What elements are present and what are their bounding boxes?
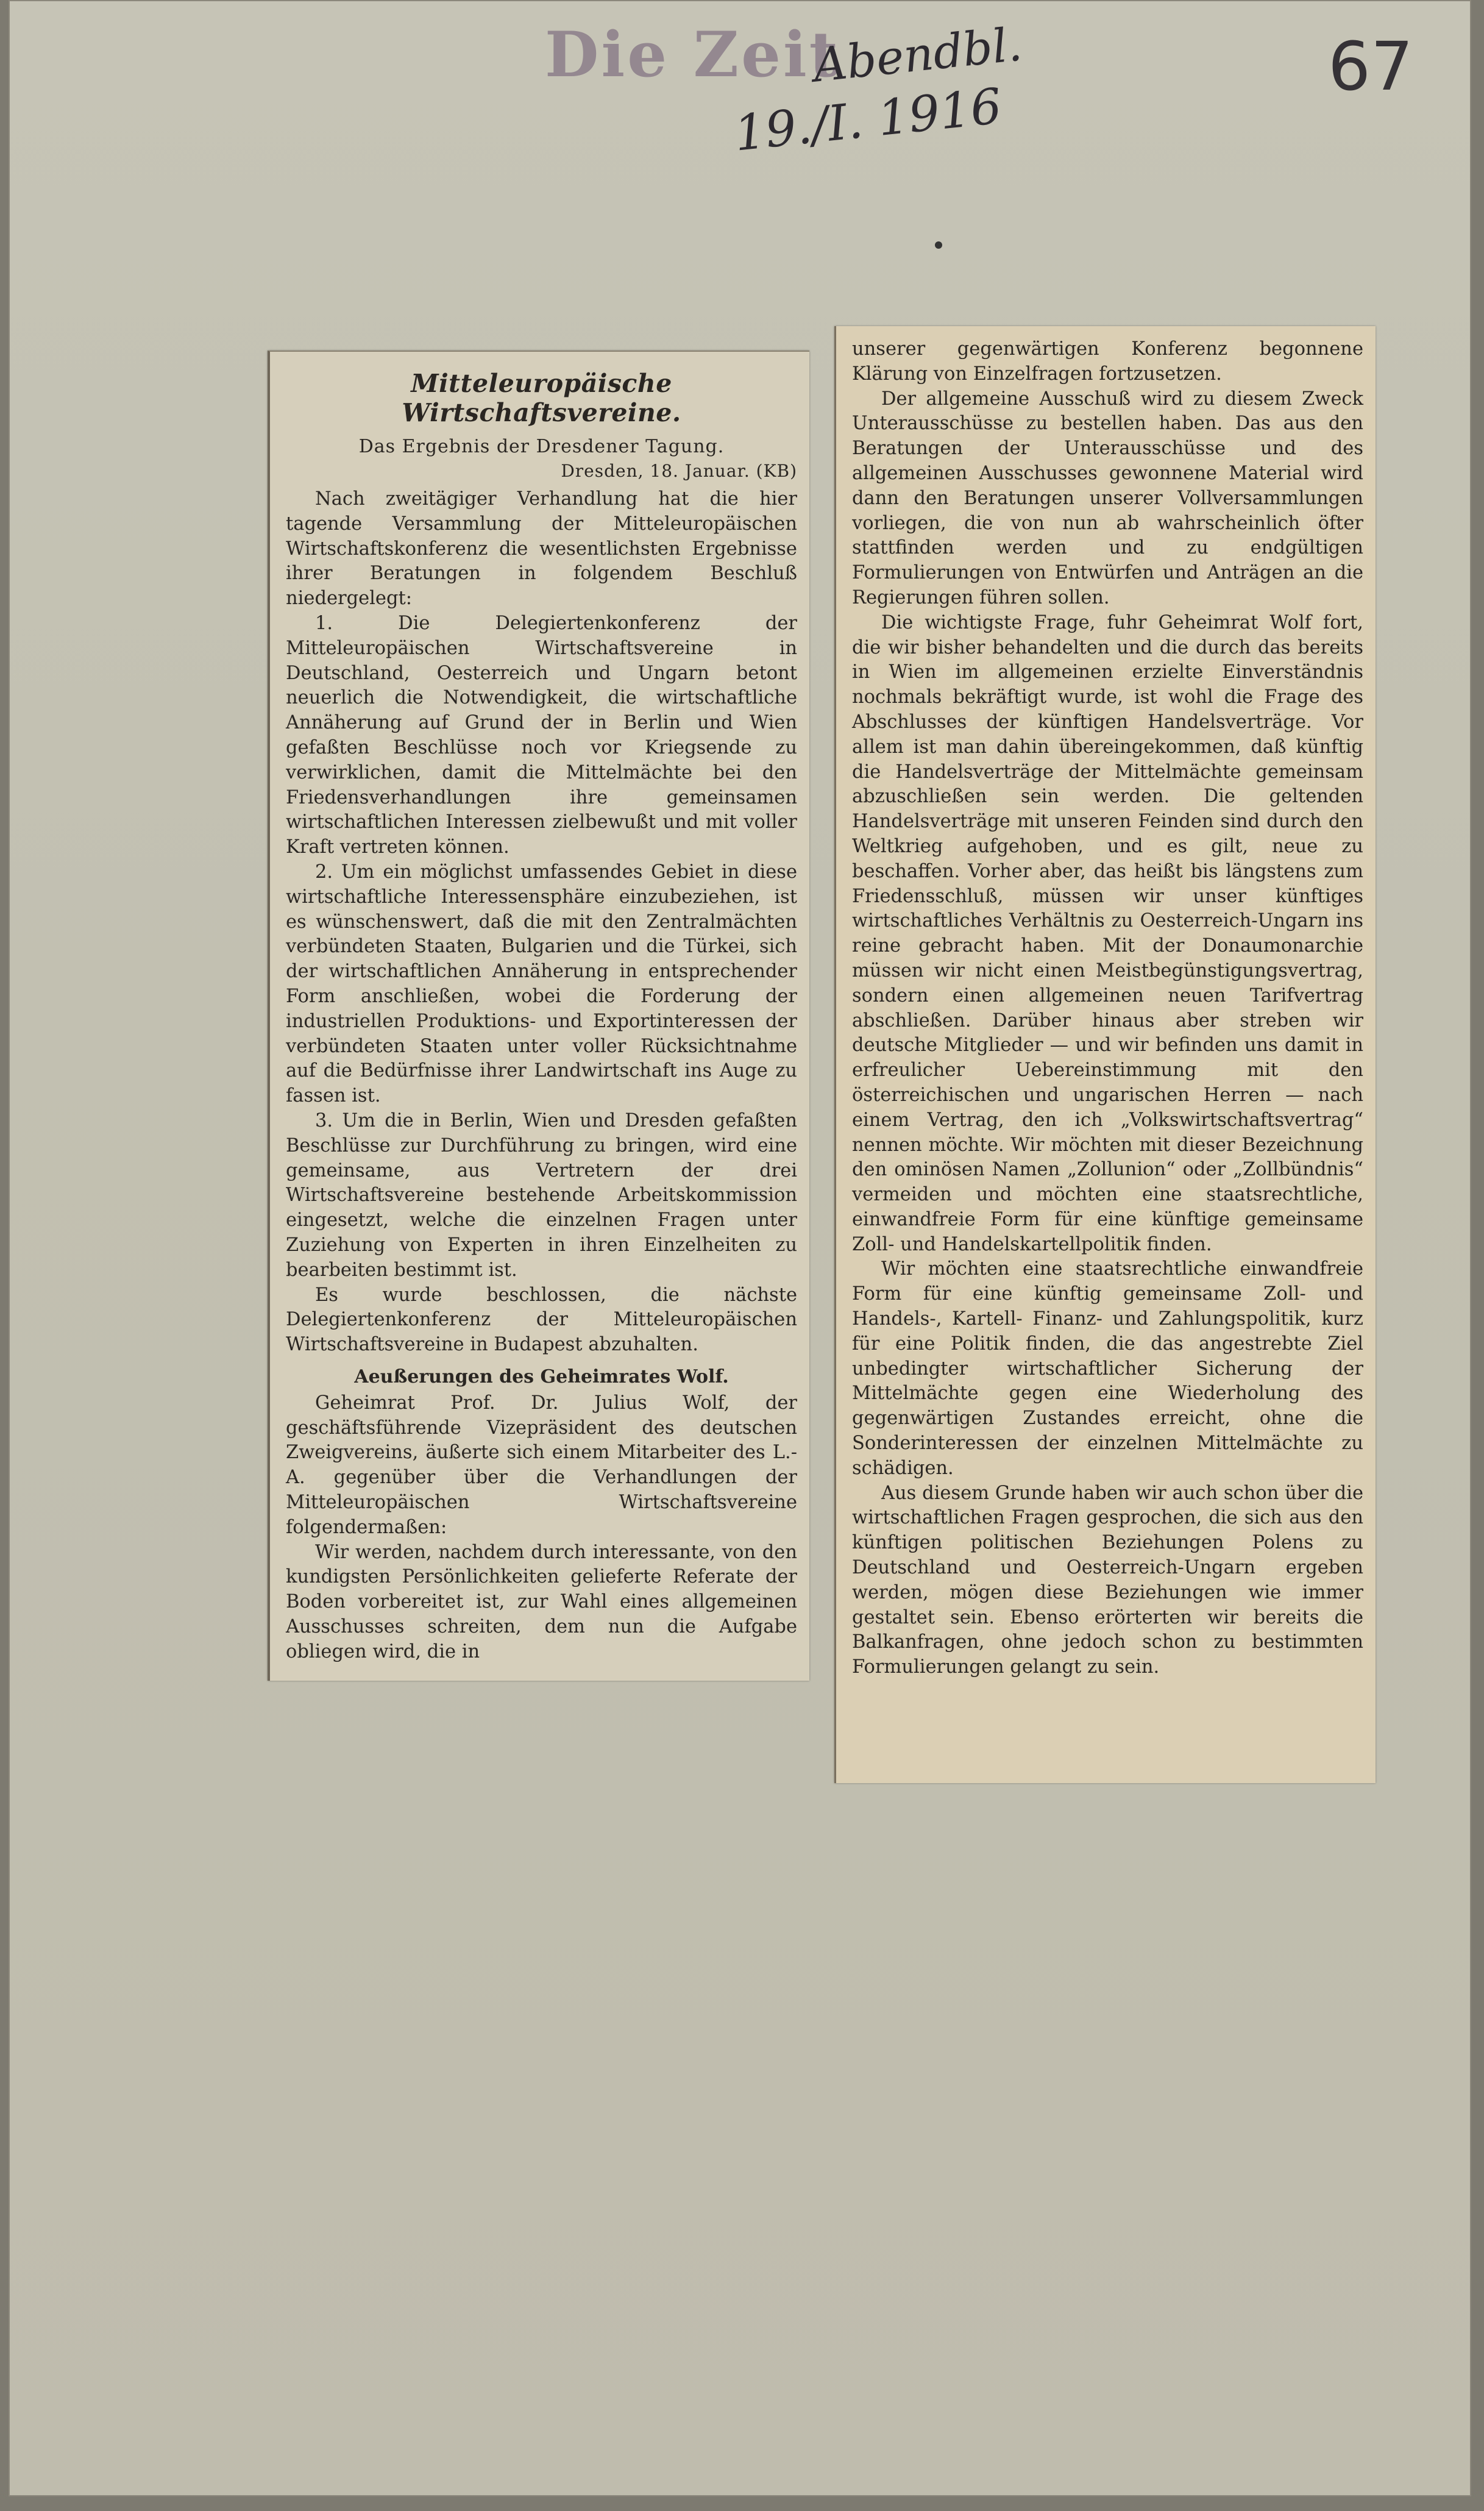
article-paragraph: 2. Um ein möglichst umfassendes Gebiet in diese wirtschaftliche Interessensphäre einzubeziehen, ist es wünschenswert, daß die mit den Zentralmächten verbündeten Staaten, Bulgarien und die Türkei, sich der wirtschaftlichen Annäherung in entsprechender Form anschließen, wobei die Forderung der industriellen Produktions- und Exportinteressen der verbündeten Staaten unter voller Rücksichtnahme auf die Bedürfnisse ihrer Landwirtschaft ins Auge zu fassen ist. <box>286 861 797 1107</box>
article-paragraph: Geheimrat Prof. Dr. Julius Wolf, der geschäftsführende Vizepräsident des deutschen Zweigvereins, äußerte sich einem Mitarbeiter des L.-A. gegenüber über die Verhandlungen der Mitteleuropäischen Wirtschaftsvereine folgendermaßen: <box>286 1392 797 1538</box>
article-paragraph: Wir werden, nachdem durch interessante, von den kundigsten Persönlichkeiten gelieferte Referate der Boden vorbereitet ist, zur Wahl eines allgemeinen Ausschusses schreiten, dem nun die Aufgabe obliegen wird, die in <box>286 1541 797 1662</box>
article-subheadline: Das Ergebnis der Dresdener Tagung. <box>358 436 725 457</box>
newspaper-stamp: Die Zeit <box>545 18 840 91</box>
article-headline: Mitteleuropäische Wirtschaftsvereine. <box>402 369 681 427</box>
handwritten-edition: Abendbl. <box>811 16 1024 93</box>
article-paragraph: Es wurde beschlossen, die nächste Delegiertenkonferenz der Mitteleuropäischen Wirtschaftsvereine in Budapest abzuhalten. <box>286 1284 797 1356</box>
article-paragraph: 3. Um die in Berlin, Wien und Dresden gefaßten Beschlüsse zur Durchführung zu bringen, wird eine gemeinsame, aus Vertretern der drei Wirtschaftsvereine bestehende Arbeitskommission eingesetzt, welche die einzelnen Fragen unter Zuziehung von Experten in ihren Einzelheiten zu bearbeiten bestimmt ist. <box>286 1109 797 1281</box>
page-number: 67 <box>1328 27 1413 105</box>
article-paragraph: Aus diesem Grunde haben wir auch schon über die wirtschaftlichen Fragen gesprochen, die sich aus den künftigen politischen Beziehungen Polens zu Deutschland und Oesterreich-Ungarn ergeben werden, mögen diese Beziehungen wie immer gestaltet sein. Ebenso erörterten wir bereits die Balkanfragen, ohne jedoch schon zu bestimmten Formulierungen gelangt zu sein. <box>852 1482 1363 1678</box>
article-paragraph: 1. Die Delegiertenkonferenz der Mitteleuropäischen Wirtschaftsvereine in Deutschland, Oesterreich und Ungarn betont neuerlich die Notwendigkeit, die wirtschaftliche Annäherung auf Grund der in Berlin und Wien gefaßten Beschlüsse noch vor Kriegsende zu verwirklichen, damit die Mittelmächte bei den Friedensverhandlungen ihre gemeinsamen wirtschaftlichen Interessen zielbewußt und mit voller Kraft vertreten können. <box>286 612 797 858</box>
ink-dot <box>935 241 942 249</box>
handwritten-date: 19./I. 1916 <box>731 77 1004 162</box>
left-clipping <box>268 351 809 1681</box>
article-paragraph: Der allgemeine Ausschuß wird zu diesem Zweck Unterausschüsse zu bestellen haben. Das aus den Beratungen der Unterausschüsse und des allgemeinen Ausschusses gewonnene Material wird dann den Beratungen unserer Vollversammlungen vorliegen, die von nun ab wahrscheinlich öfter stattfinden werden und zu endgültigen Formulierungen von Entwürfen und Anträgen an die Regierungen führen sollen. <box>852 388 1363 608</box>
article-dateline: Dresden, 18. Januar. (KB) <box>561 461 797 481</box>
article-subtitle: Aeußerungen des Geheimrates Wolf. <box>354 1366 729 1387</box>
article-paragraph: Nach zweitägiger Verhandlung hat die hier tagende Versammlung der Mitteleuropäischen Wirtschaftskonferenz die wesentlichsten Ergebnisse ihrer Beratungen in folgendem Beschluß niedergelegt: <box>286 488 797 610</box>
article-paragraph: Wir möchten eine staatsrechtliche einwandfreie Form für eine künftig gemeinsame Zoll- und Handels-, Kartell- Finanz- und Zahlungspolitik, kurz für eine Politik finden, die das angestrebte Ziel unbedingter wirtschaftlicher Sicherung der Mittelmächte gegen eine Wiederholung des gegenwärtigen Zustandes erreicht, ohne die Sonderinteressen der einzelnen Mittelmächte zu schädigen. <box>852 1258 1363 1479</box>
archive-sheet <box>9 0 1471 2496</box>
right-clipping <box>834 326 1376 1783</box>
article-paragraph: unserer gegenwärtigen Konferenz begonnene Klärung von Einzelfragen fortzusetzen. <box>852 338 1363 385</box>
article-paragraph: Die wichtigste Frage, fuhr Geheimrat Wolf fort, die wir bisher behandelten und die durch das bereits in Wien im allgemeinen erzielte Einverständnis nochmals bekräftigt wurde, ist wohl die Frage des Abschlusses der künftigen Handelsverträge. Vor allem ist man dahin übereingekommen, daß künftig die Handelsverträge der Mittelmächte gemeinsam abzuschließen sein werden. Die geltenden Handelsverträge mit unseren Feinden sind durch den Weltkrieg aufgehoben, und es gilt, neue zu beschaffen. Vorher aber, das heißt bis längstens zum Friedensschluß, müssen wir unser künftiges wirtschaftliches Verhältnis zu Oesterreich-Ungarn ins reine gebracht haben. Mit der Donaumonarchie müssen wir nicht einen Meistbegünstigungsvertrag, sondern einen allgemeinen neuen Tarifvertrag abschließen. Darüber hinaus aber streben wir deutsche Mitglieder — und wir befinden uns damit in erfreulicher Uebereinstimmung mit den österreichischen und ungarischen Herren — nach einem Vertrag, den ich „Volkswirtschaftsvertrag“ nennen möchte. Wir möchten mit dieser Bezeichnung den ominösen Namen „Zollunion“ oder „Zollbündnis“ vermeiden und möchten eine staatsrechtliche, einwandfreie Form für eine künftige gemeinsame Zoll- und Handelskartellpolitik finden. <box>852 611 1363 1255</box>
